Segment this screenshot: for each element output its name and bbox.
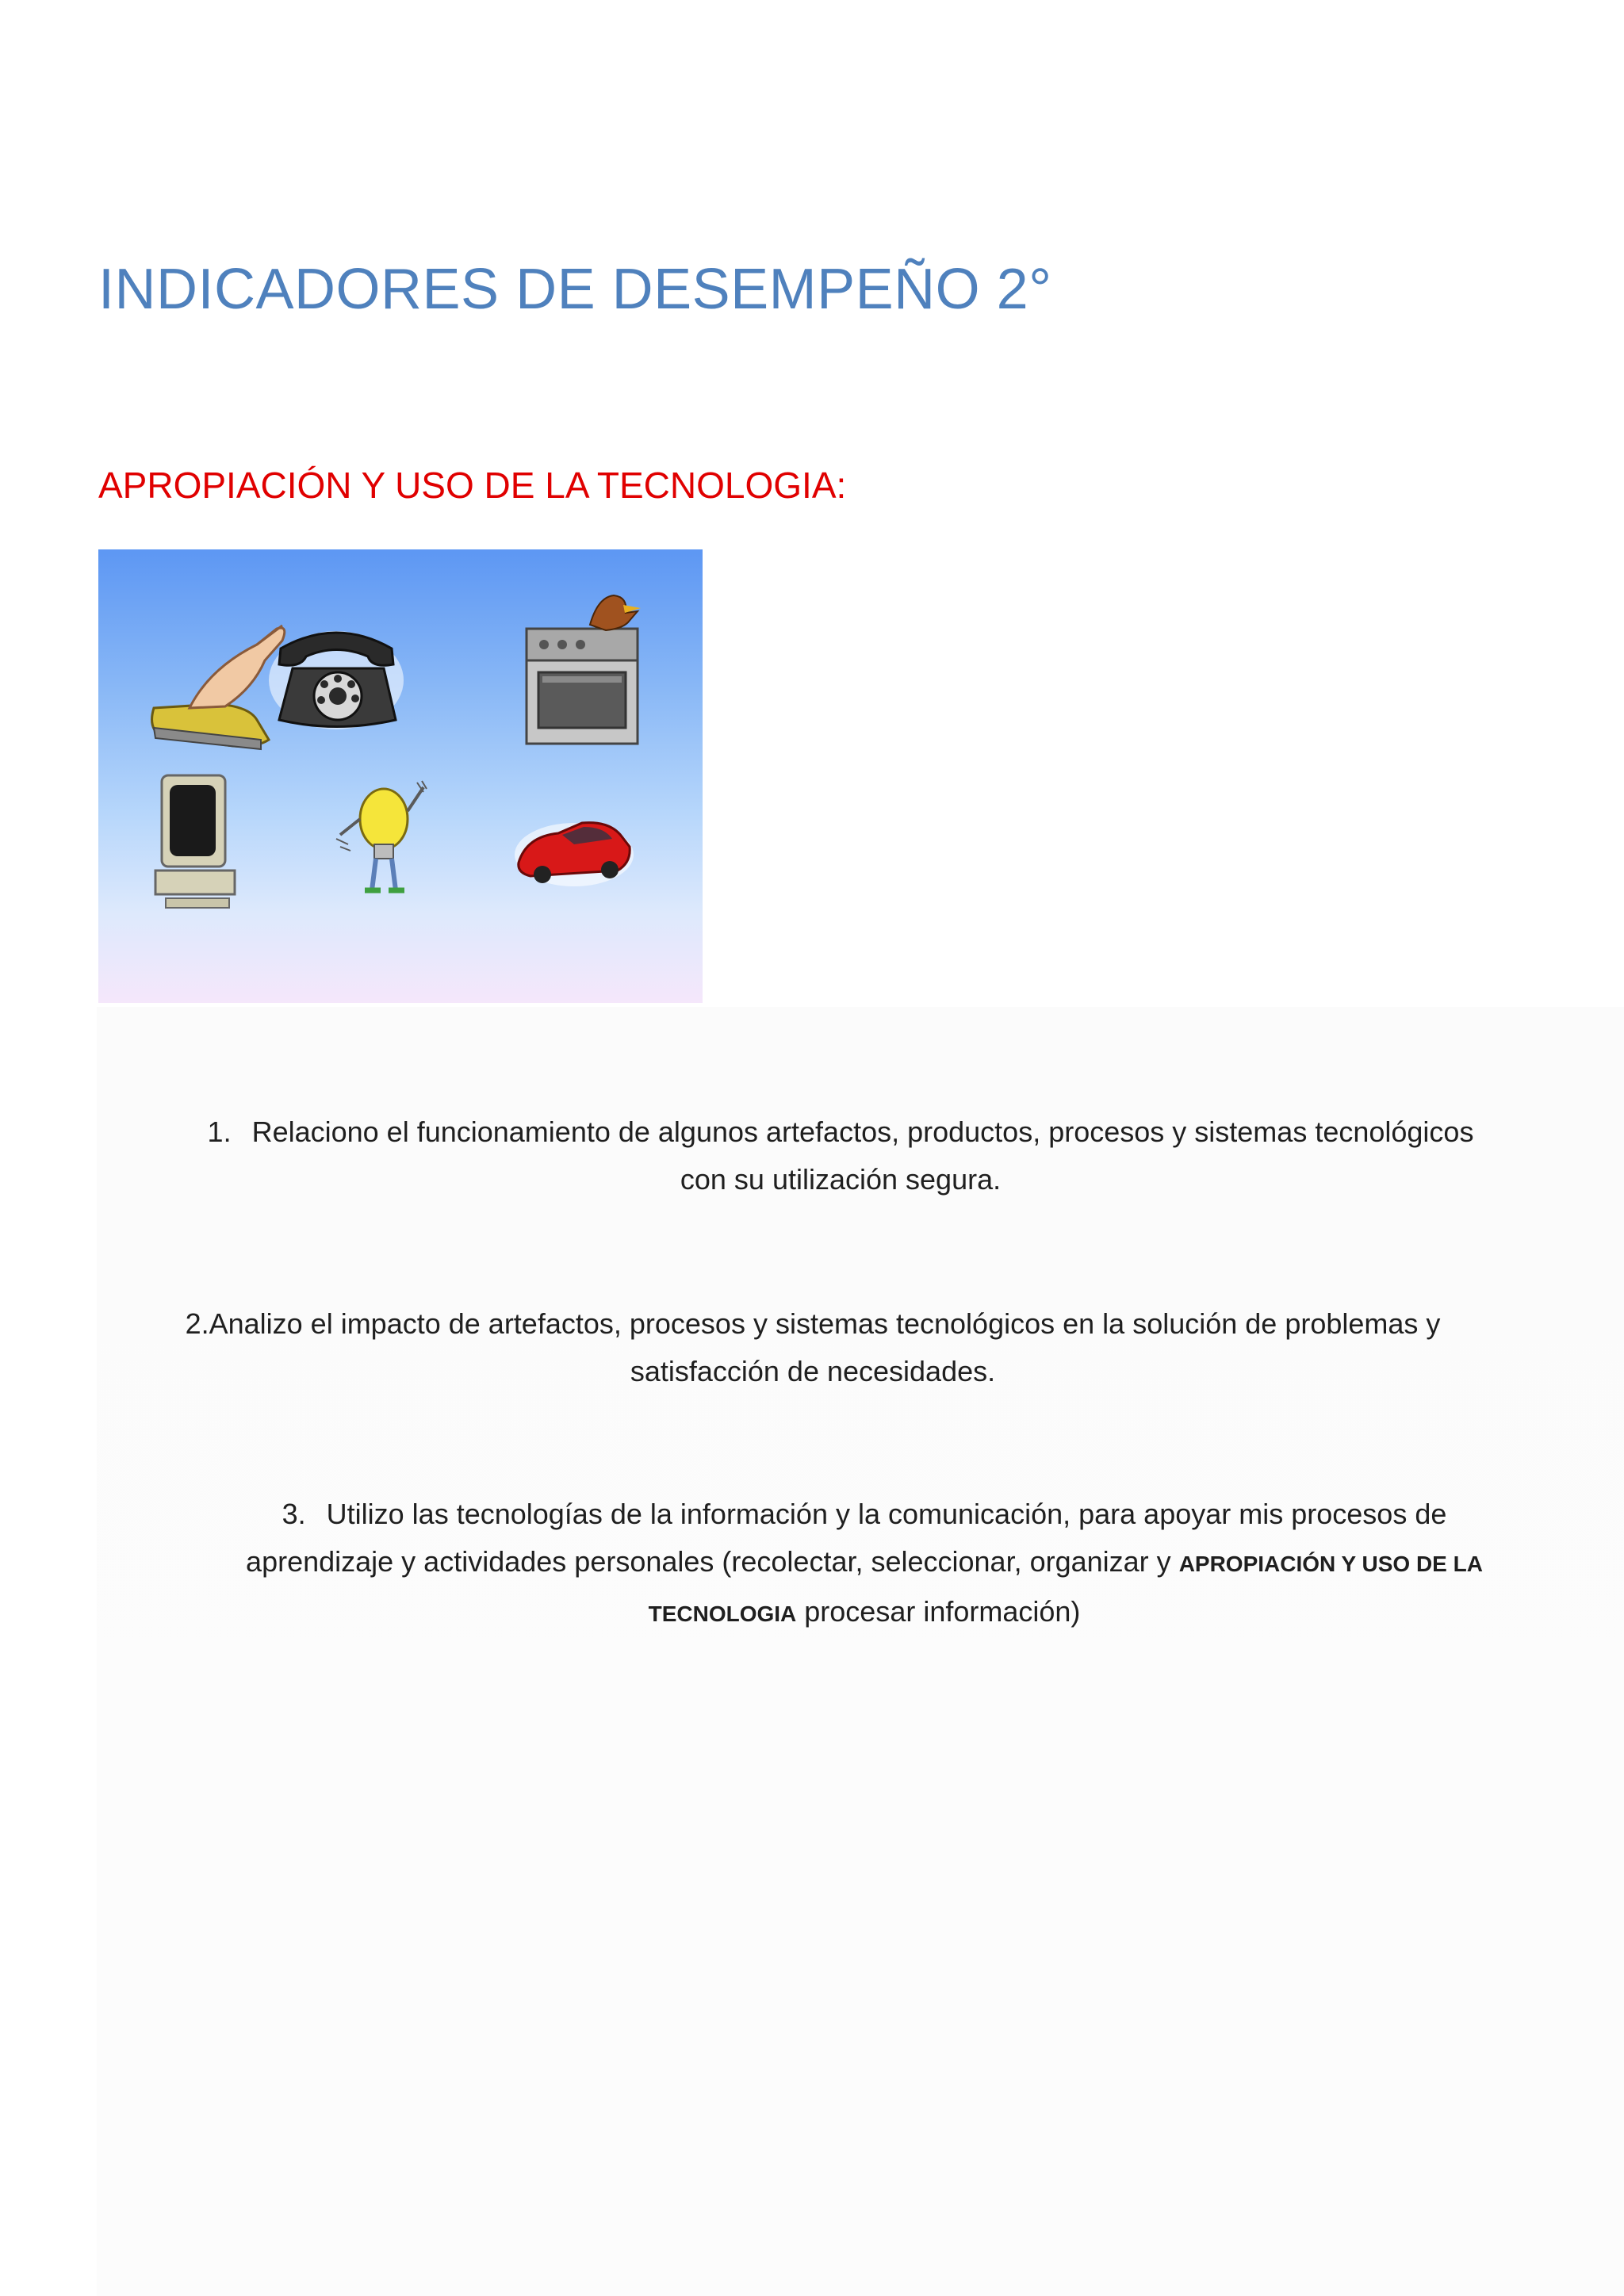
indicator-item-3	[206, 1490, 1522, 1638]
indicator-item-1	[167, 1108, 1515, 1203]
item-text-line: Relaciono el funcionamiento de algunos artefactos, productos, procesos y sistemas tecnológicos	[251, 1115, 1474, 1148]
item-number: 1.	[207, 1115, 232, 1148]
section-heading: APROPIACIÓN Y USO DE LA TECNOLOGIA:	[98, 465, 847, 506]
item-text-line: procesar información)	[796, 1595, 1081, 1628]
lightbulb-character-icon	[336, 781, 427, 890]
technology-illustration	[98, 549, 703, 1003]
item-text-line: satisfacción de necesidades.	[630, 1355, 996, 1387]
oven-icon	[527, 595, 641, 744]
item-text-line: 2.Analizo el impacto de artefactos, procesos y sistemas tecnológicos en la solución de problemas y	[185, 1307, 1441, 1340]
indicator-item-2	[143, 1300, 1483, 1395]
red-car-icon	[515, 823, 634, 886]
computer-icon	[155, 775, 235, 908]
item-text-line: Utilizo las tecnologías de la información y la comunicación, para apoyar mis procesos de	[326, 1498, 1447, 1530]
item-bold-text: TECNOLOGIA	[648, 1601, 797, 1626]
iron-icon	[152, 626, 285, 749]
page-title: INDICADORES DE DESEMPEÑO 2°	[98, 258, 1052, 321]
rotary-telephone-icon	[269, 631, 404, 729]
item-bold-text: APROPIACIÓN Y USO DE LA	[1178, 1552, 1483, 1576]
item-text-line: con su utilización segura.	[680, 1163, 1002, 1196]
item-number: 3.	[282, 1498, 306, 1530]
item-text-line: aprendizaje y actividades personales (recolectar, seleccionar, organizar y	[246, 1545, 1171, 1578]
